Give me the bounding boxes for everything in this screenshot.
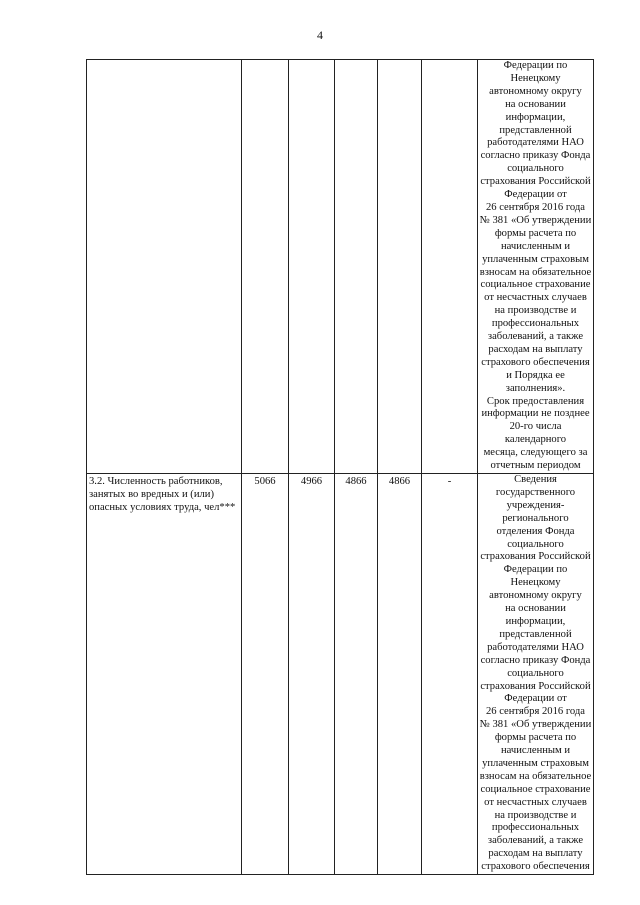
source-line: уплаченным страховым: [482, 757, 589, 769]
source-line: Федерации от: [504, 189, 567, 201]
source-cell: [478, 474, 594, 875]
source-line: 26 сентября 2016 года: [485, 706, 586, 718]
source-line: информации не позднее: [481, 408, 590, 420]
source-line: страхового обеспечения: [481, 356, 590, 368]
source-line: начисленным и: [500, 745, 571, 757]
source-line: и Порядка ее: [506, 369, 565, 381]
source-line: профессиональных: [491, 822, 580, 834]
source-line: работодателями НАО: [487, 641, 584, 653]
source-line: регионального: [502, 512, 569, 524]
source-line: страхового обеспечения: [481, 861, 590, 873]
source-line: Ненецкому: [510, 577, 561, 589]
source-line: социальное страхование: [480, 279, 591, 291]
value-cell: [422, 60, 478, 474]
source-cell: [478, 60, 594, 474]
source-line: автономному округу: [489, 85, 582, 97]
source-line: Ненецкому: [510, 72, 561, 84]
source-line: от несчастных случаев: [484, 796, 587, 808]
source-line: на основании: [505, 603, 566, 615]
source-line: на производстве и: [494, 809, 577, 821]
source-line: представленной: [499, 628, 572, 640]
source-line: отчетным периодом: [490, 460, 581, 472]
source-line: 20-го числа: [509, 421, 562, 433]
source-line: Федерации по: [503, 60, 568, 71]
source-line: автономному округу: [489, 590, 582, 602]
source-line: страхования Российской: [480, 680, 591, 692]
source-line: от несчастных случаев: [484, 292, 587, 304]
value-cell: 4866: [335, 474, 378, 875]
source-line: календарного: [504, 434, 567, 446]
table-row: [87, 60, 594, 474]
source-line: отделения Фонда: [496, 525, 575, 537]
source-line: 26 сентября 2016 года: [485, 201, 586, 213]
source-line: расходам на выплату: [488, 343, 583, 355]
value-cell: [242, 60, 289, 474]
source-line: социальное страхование: [480, 783, 591, 795]
source-line: расходам на выплату: [488, 848, 583, 860]
source-line: заболеваний, а также: [487, 835, 584, 847]
source-line: Федерации от: [504, 693, 567, 705]
source-line: Федерации по: [503, 564, 568, 576]
value-cell: 4966: [289, 474, 335, 875]
source-line: № 381 «Об утверждении: [479, 214, 592, 226]
source-line: государственного: [495, 486, 576, 498]
value-cell: 5066: [242, 474, 289, 875]
value-cell: [378, 60, 422, 474]
table-row: [87, 474, 594, 875]
source-line: на основании: [505, 98, 566, 110]
indicator-name-cell: 3.2. Численность работников, занятых во вредных и (или) опасных условиях труда, чел***: [87, 474, 242, 875]
source-line: страхования Российской: [480, 551, 591, 563]
value-cell: 4866: [378, 474, 422, 875]
value-cell: [289, 60, 335, 474]
source-line: заполнения».: [505, 382, 566, 394]
source-line: месяца, следующего за: [483, 447, 588, 459]
source-line: начисленным и: [500, 240, 571, 252]
source-line: профессиональных: [491, 318, 580, 330]
source-line: формы расчета по: [494, 227, 577, 239]
source-line: работодателями НАО: [487, 137, 584, 149]
source-line: представленной: [499, 124, 572, 136]
source-line: согласно приказу Фонда: [480, 150, 591, 162]
indicator-name-cell: [87, 60, 242, 474]
source-line: взносам на обязательное: [479, 770, 592, 782]
source-line: согласно приказу Фонда: [480, 654, 591, 666]
source-line: социального: [507, 163, 564, 175]
source-line: заболеваний, а также: [487, 331, 584, 343]
value-cell: [335, 60, 378, 474]
source-line: формы расчета по: [494, 732, 577, 744]
source-line: Срок предоставления: [486, 395, 585, 407]
value-cell: -: [422, 474, 478, 875]
source-line: Сведения: [514, 474, 557, 485]
page-number: 4: [317, 28, 323, 42]
source-line: № 381 «Об утверждении: [479, 719, 592, 731]
source-line: социального: [507, 667, 564, 679]
indicator-table: [86, 59, 594, 875]
source-line: на производстве и: [494, 305, 577, 317]
source-line: взносам на обязательное: [479, 266, 592, 278]
source-line: уплаченным страховым: [482, 253, 589, 265]
source-line: учреждения-: [506, 499, 565, 511]
source-line: информации,: [505, 111, 566, 123]
source-line: социального: [507, 538, 564, 550]
source-line: информации,: [505, 615, 566, 627]
source-line: страхования Российской: [480, 176, 591, 188]
